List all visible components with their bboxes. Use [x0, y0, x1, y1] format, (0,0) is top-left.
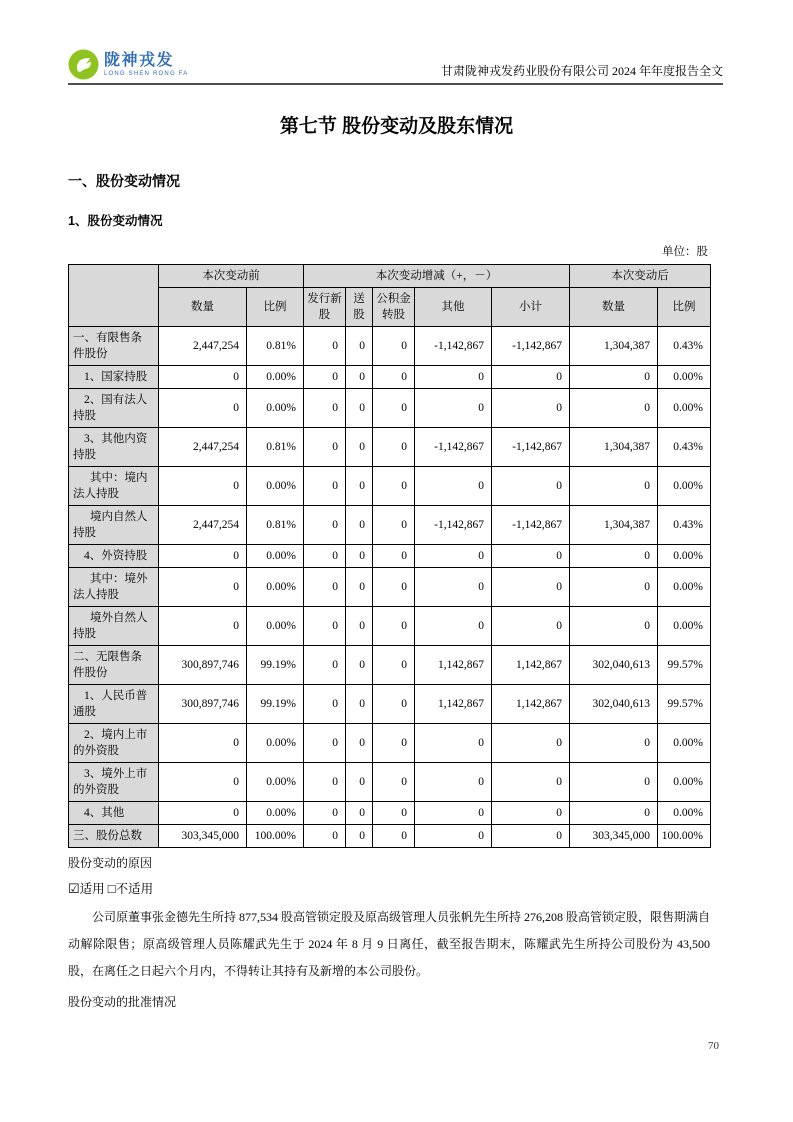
- table-cell: 0: [346, 428, 373, 467]
- table-row: [69, 389, 711, 428]
- table-row: [69, 568, 711, 607]
- table-cell: 0: [159, 366, 247, 389]
- table-cell: 0: [373, 763, 415, 802]
- table-corner-cell: [69, 265, 159, 327]
- table-cell: 0.00%: [658, 802, 711, 825]
- checkbox-checked-icon: ☑: [68, 881, 80, 897]
- table-cell: 0: [373, 607, 415, 646]
- table-cell: 0.81%: [247, 506, 304, 545]
- table-cell: 0: [304, 685, 346, 724]
- row-label: 2、境内上市的外资股: [69, 724, 159, 763]
- row-label: 境外自然人持股: [69, 607, 159, 646]
- table-cell: 0: [304, 545, 346, 568]
- table-cell: 1,142,867: [415, 685, 492, 724]
- table-cell: 100.00%: [247, 825, 304, 848]
- table-cell: 0: [159, 467, 247, 506]
- table-row: [69, 646, 711, 685]
- table-cell: 0: [373, 366, 415, 389]
- table-cell: 0: [159, 802, 247, 825]
- content-area: [68, 243, 710, 1010]
- col-header-qty-before: 数量: [159, 288, 247, 327]
- table-cell: 0.00%: [247, 568, 304, 607]
- table-cell: 0.81%: [247, 327, 304, 366]
- table-cell: 0: [346, 366, 373, 389]
- table-cell: 302,040,613: [570, 646, 658, 685]
- table-cell: 1,304,387: [570, 428, 658, 467]
- column-group-before: 本次变动前: [159, 265, 304, 288]
- table-cell: 0: [415, 545, 492, 568]
- reason-paragraph: 公司原董事张金德先生所持 877,534 股高管锁定股及原高级管理人员张帆先生所持 276,208 股高管锁定股，限售期满自动解除限售；原高级管理人员陈耀武先生于 2024 年 8 月 9 日离任，截至报告期末，陈耀武先生所持公司股份为 43,500 股，在离任之日起六个月内，不得转让其持有及新增的本公司股份。: [68, 910, 711, 979]
- table-cell: 0: [304, 506, 346, 545]
- table-cell: 0: [373, 327, 415, 366]
- table-cell: 0: [373, 724, 415, 763]
- table-cell: -1,142,867: [492, 428, 570, 467]
- row-label: 其中：境内法人持股: [69, 467, 159, 506]
- table-row: [69, 685, 711, 724]
- row-label: 3、境外上市的外资股: [69, 763, 159, 802]
- column-group-after: 本次变动后: [570, 265, 711, 288]
- table-cell: 300,897,746: [159, 685, 247, 724]
- table-cell: 0: [373, 825, 415, 848]
- table-cell: 0: [346, 568, 373, 607]
- table-cell: 0: [492, 825, 570, 848]
- table-cell: 0: [304, 646, 346, 685]
- table-cell: 0: [373, 685, 415, 724]
- table-cell: 302,040,613: [570, 685, 658, 724]
- table-cell: 303,345,000: [159, 825, 247, 848]
- row-label: 1、人民币普通股: [69, 685, 159, 724]
- table-cell: 0: [570, 545, 658, 568]
- table-cell: 0: [304, 825, 346, 848]
- logo-icon: [68, 49, 99, 80]
- table-row: [69, 506, 711, 545]
- table-cell: 0: [304, 724, 346, 763]
- table-cell: 0.43%: [658, 506, 711, 545]
- table-cell: 0.00%: [247, 467, 304, 506]
- table-row: [69, 825, 711, 848]
- table-cell: 0: [304, 389, 346, 428]
- table-cell: 99.57%: [658, 646, 711, 685]
- table-cell: 0: [570, 724, 658, 763]
- table-cell: 0: [373, 389, 415, 428]
- table-cell: 0: [159, 607, 247, 646]
- table-cell: 0: [304, 467, 346, 506]
- table-cell: 100.00%: [658, 825, 711, 848]
- table-cell: 0: [346, 685, 373, 724]
- table-cell: 0: [346, 389, 373, 428]
- row-label: 4、外资持股: [69, 545, 159, 568]
- table-cell: 0: [373, 506, 415, 545]
- table-cell: 0: [159, 389, 247, 428]
- table-cell: 0.00%: [658, 607, 711, 646]
- row-label: 3、其他内资持股: [69, 428, 159, 467]
- table-cell: 0: [415, 366, 492, 389]
- table-cell: 0: [415, 467, 492, 506]
- row-label: 三、股份总数: [69, 825, 159, 848]
- table-cell: 0: [159, 568, 247, 607]
- table-cell: 99.19%: [247, 685, 304, 724]
- table-row: [69, 763, 711, 802]
- table-cell: 303,345,000: [570, 825, 658, 848]
- document-title: 甘肃陇神戎发药业股份有限公司 2024 年年度报告全文: [440, 64, 723, 78]
- table-cell: 0: [159, 545, 247, 568]
- table-cell: 0.00%: [658, 763, 711, 802]
- row-label: 其中：境外法人持股: [69, 568, 159, 607]
- table-cell: 0: [304, 568, 346, 607]
- company-logo: [68, 49, 188, 80]
- table-cell: 0: [570, 467, 658, 506]
- table-cell: 0: [570, 763, 658, 802]
- col-header-new-issue: 发行新股: [304, 288, 346, 327]
- table-sub-header-row: [69, 288, 711, 327]
- table-cell: 0: [415, 802, 492, 825]
- table-cell: 0: [346, 825, 373, 848]
- table-cell: 0: [346, 724, 373, 763]
- table-row: [69, 724, 711, 763]
- table-cell: 0: [373, 428, 415, 467]
- row-label: 二、无限售条件股份: [69, 646, 159, 685]
- table-cell: 0.81%: [247, 428, 304, 467]
- table-cell: 99.57%: [658, 685, 711, 724]
- table-cell: 0: [346, 763, 373, 802]
- table-row: [69, 327, 711, 366]
- section-heading: 一、股份变动情况: [68, 173, 180, 189]
- table-cell: -1,142,867: [415, 506, 492, 545]
- table-cell: 0: [492, 607, 570, 646]
- table-cell: 0: [492, 389, 570, 428]
- table-cell: 0: [373, 802, 415, 825]
- table-cell: 0.00%: [247, 763, 304, 802]
- table-cell: 0: [304, 428, 346, 467]
- table-cell: 0: [304, 763, 346, 802]
- table-cell: 0: [346, 607, 373, 646]
- col-header-qty-after: 数量: [570, 288, 658, 327]
- table-cell: 0.00%: [658, 467, 711, 506]
- table-cell: 0: [304, 366, 346, 389]
- table-cell: 0.00%: [247, 389, 304, 428]
- notes-block: [68, 855, 710, 1010]
- table-cell: 0: [346, 327, 373, 366]
- table-cell: 0: [492, 724, 570, 763]
- table-cell: 0: [570, 802, 658, 825]
- table-cell: 0: [373, 545, 415, 568]
- table-cell: 0.00%: [658, 724, 711, 763]
- table-group-header-row: [69, 265, 711, 288]
- applicable-label: 适用: [79, 882, 105, 897]
- table-cell: 2,447,254: [159, 506, 247, 545]
- table-cell: 0: [415, 825, 492, 848]
- row-label: 一、有限售条件股份: [69, 327, 159, 366]
- table-cell: -1,142,867: [415, 428, 492, 467]
- table-cell: 0: [346, 646, 373, 685]
- share-change-table: [68, 264, 711, 848]
- table-cell: 0.00%: [658, 366, 711, 389]
- row-label: 4、其他: [69, 802, 159, 825]
- table-cell: 0.00%: [247, 607, 304, 646]
- table-cell: -1,142,867: [492, 506, 570, 545]
- table-cell: 0: [415, 389, 492, 428]
- reason-title: 股份变动的原因: [68, 856, 153, 870]
- table-row: [69, 366, 711, 389]
- table-cell: 1,304,387: [570, 327, 658, 366]
- table-row: [69, 802, 711, 825]
- col-header-other: 其他: [415, 288, 492, 327]
- col-header-ratio-before: 比例: [247, 288, 304, 327]
- table-cell: 300,897,746: [159, 646, 247, 685]
- table-cell: 0: [570, 389, 658, 428]
- page-header: [68, 40, 723, 85]
- table-cell: 0.43%: [658, 428, 711, 467]
- table-cell: 0: [346, 467, 373, 506]
- table-cell: 0.00%: [658, 545, 711, 568]
- row-label: 境内自然人持股: [69, 506, 159, 545]
- chapter-title: 第七节 股份变动及股东情况: [279, 116, 514, 137]
- table-cell: 1,142,867: [415, 646, 492, 685]
- table-cell: 1,304,387: [570, 506, 658, 545]
- table-cell: 0: [415, 763, 492, 802]
- table-cell: 0.00%: [247, 802, 304, 825]
- table-cell: 0: [570, 607, 658, 646]
- logo-cn-text: 陇神戎发: [104, 51, 175, 69]
- table-cell: 1,142,867: [492, 685, 570, 724]
- table-cell: 0: [373, 568, 415, 607]
- table-cell: 0: [159, 763, 247, 802]
- checkbox-unchecked-icon: □: [107, 881, 116, 897]
- table-cell: 0: [346, 506, 373, 545]
- table-cell: 0: [346, 802, 373, 825]
- table-cell: 0: [159, 724, 247, 763]
- table-row: [69, 545, 711, 568]
- table-cell: 0: [415, 724, 492, 763]
- table-cell: -1,142,867: [415, 327, 492, 366]
- table-cell: 0.00%: [247, 545, 304, 568]
- col-header-subtotal: 小计: [492, 288, 570, 327]
- not-applicable-label: 不适用: [115, 882, 154, 897]
- table-cell: 0: [492, 467, 570, 506]
- column-group-change: 本次变动增减（+，－）: [304, 265, 570, 288]
- table-cell: 0: [492, 802, 570, 825]
- table-cell: 0: [492, 763, 570, 802]
- table-cell: 0: [415, 568, 492, 607]
- subsection-heading: 1、股份变动情况: [68, 214, 163, 228]
- row-label: 2、国有法人持股: [69, 389, 159, 428]
- table-cell: 2,447,254: [159, 428, 247, 467]
- applicability-line: [68, 880, 710, 898]
- row-label: 1、国家持股: [69, 366, 159, 389]
- approval-title: 股份变动的批准情况: [68, 995, 177, 1010]
- table-row: [69, 607, 711, 646]
- table-cell: 0.00%: [247, 366, 304, 389]
- table-cell: 0: [570, 366, 658, 389]
- table-cell: 0: [304, 607, 346, 646]
- table-row: [69, 467, 711, 506]
- table-cell: 0: [492, 545, 570, 568]
- table-cell: 0: [346, 545, 373, 568]
- table-cell: 0: [570, 568, 658, 607]
- unit-label: 单位：股: [662, 246, 708, 258]
- table-row: [69, 428, 711, 467]
- col-header-ratio-after: 比例: [658, 288, 711, 327]
- table-cell: 0: [373, 646, 415, 685]
- table-cell: 99.19%: [247, 646, 304, 685]
- table-cell: 0: [304, 327, 346, 366]
- col-header-bonus: 送股: [346, 288, 373, 327]
- col-header-reserve-transfer: 公积金转股: [373, 288, 415, 327]
- table-cell: 0: [492, 568, 570, 607]
- table-cell: -1,142,867: [492, 327, 570, 366]
- table-cell: 0.43%: [658, 327, 711, 366]
- table-cell: 0: [373, 467, 415, 506]
- table-cell: 1,142,867: [492, 646, 570, 685]
- table-cell: 0: [492, 366, 570, 389]
- logo-en-text: LONG SHEN RONG FA: [104, 70, 189, 77]
- table-cell: 0: [304, 802, 346, 825]
- table-cell: 2,447,254: [159, 327, 247, 366]
- table-cell: 0.00%: [658, 568, 711, 607]
- table-cell: 0.00%: [658, 389, 711, 428]
- table-cell: 0.00%: [247, 724, 304, 763]
- share-table-body: [69, 327, 711, 848]
- table-cell: 0: [415, 607, 492, 646]
- page-number: 70: [708, 1040, 719, 1052]
